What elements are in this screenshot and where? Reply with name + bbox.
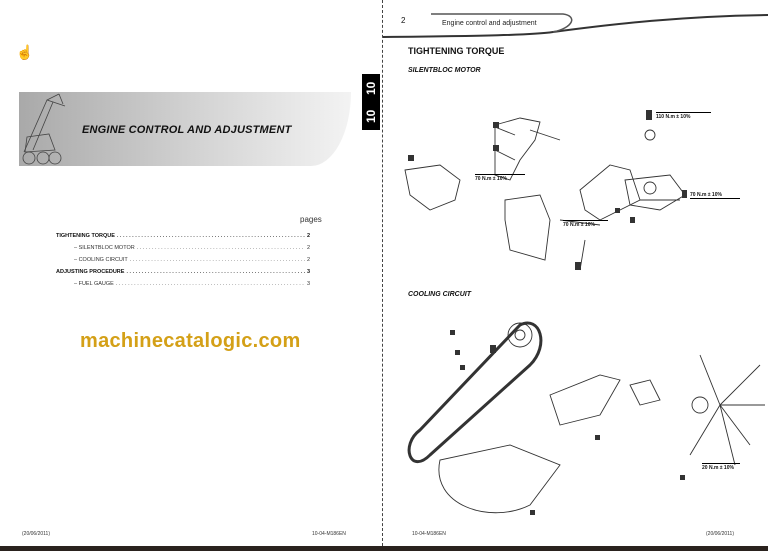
toc-page: 3 bbox=[306, 269, 310, 275]
telehandler-icon bbox=[19, 92, 89, 166]
table-of-contents bbox=[56, 230, 310, 290]
hand-pointer-icon[interactable]: ☝ bbox=[16, 44, 34, 60]
toc-entry[interactable] bbox=[56, 266, 310, 278]
footer-date: (20/06/2011) bbox=[706, 531, 734, 537]
torque-label: 110 N.m ± 10% bbox=[656, 112, 711, 120]
header-swoosh bbox=[383, 10, 768, 40]
torque-label: 70 N.m ± 10% bbox=[690, 191, 740, 199]
chapter-title: ENGINE CONTROL AND ADJUSTMENT bbox=[82, 124, 292, 136]
toc-entry[interactable] bbox=[56, 242, 310, 254]
cooling-circuit-diagram bbox=[400, 305, 768, 525]
toc-entry[interactable] bbox=[56, 278, 310, 290]
footer-code: 10-04-M186EN bbox=[312, 531, 346, 537]
toc-entry[interactable] bbox=[56, 230, 310, 242]
toc-page: 2 bbox=[306, 245, 310, 251]
chapter-tab bbox=[362, 74, 380, 130]
toc-label: – SILENTBLOC MOTOR bbox=[74, 245, 135, 251]
page-divider bbox=[382, 0, 383, 546]
footer-code: 10-04-M186EN bbox=[412, 531, 446, 537]
subsection-silentbloc: SILENTBLOC MOTOR bbox=[408, 67, 481, 74]
toc-label: – COOLING CIRCUIT bbox=[74, 257, 128, 263]
tab-number: 10 bbox=[364, 109, 378, 123]
toc-page: 2 bbox=[306, 233, 310, 239]
toc-label: TIGHTENING TORQUE bbox=[56, 233, 115, 239]
subsection-cooling: COOLING CIRCUIT bbox=[408, 291, 471, 298]
toc-label: – FUEL GAUGE bbox=[74, 281, 114, 287]
header-title: Engine control and adjustment bbox=[442, 20, 537, 27]
toc-pages-label: pages bbox=[300, 215, 322, 224]
torque-label: 70 N.m ± 10% bbox=[563, 220, 608, 228]
toc-label: ADJUSTING PROCEDURE bbox=[56, 269, 125, 275]
bottom-bar bbox=[0, 546, 768, 551]
watermark: machinecatalogic.com bbox=[80, 330, 301, 352]
toc-page: 3 bbox=[306, 281, 310, 287]
silentbloc-diagram bbox=[400, 100, 768, 280]
section-title: TIGHTENING TORQUE bbox=[408, 46, 505, 56]
torque-label: 20 N.m ± 10% bbox=[702, 463, 740, 471]
toc-entry[interactable] bbox=[56, 254, 310, 266]
page-number: 2 bbox=[401, 16, 406, 25]
torque-label: 70 N.m ± 10% bbox=[475, 174, 525, 182]
toc-page: 2 bbox=[306, 257, 310, 263]
footer-date: (20/06/2011) bbox=[22, 531, 50, 537]
tab-number: 10 bbox=[364, 81, 378, 95]
